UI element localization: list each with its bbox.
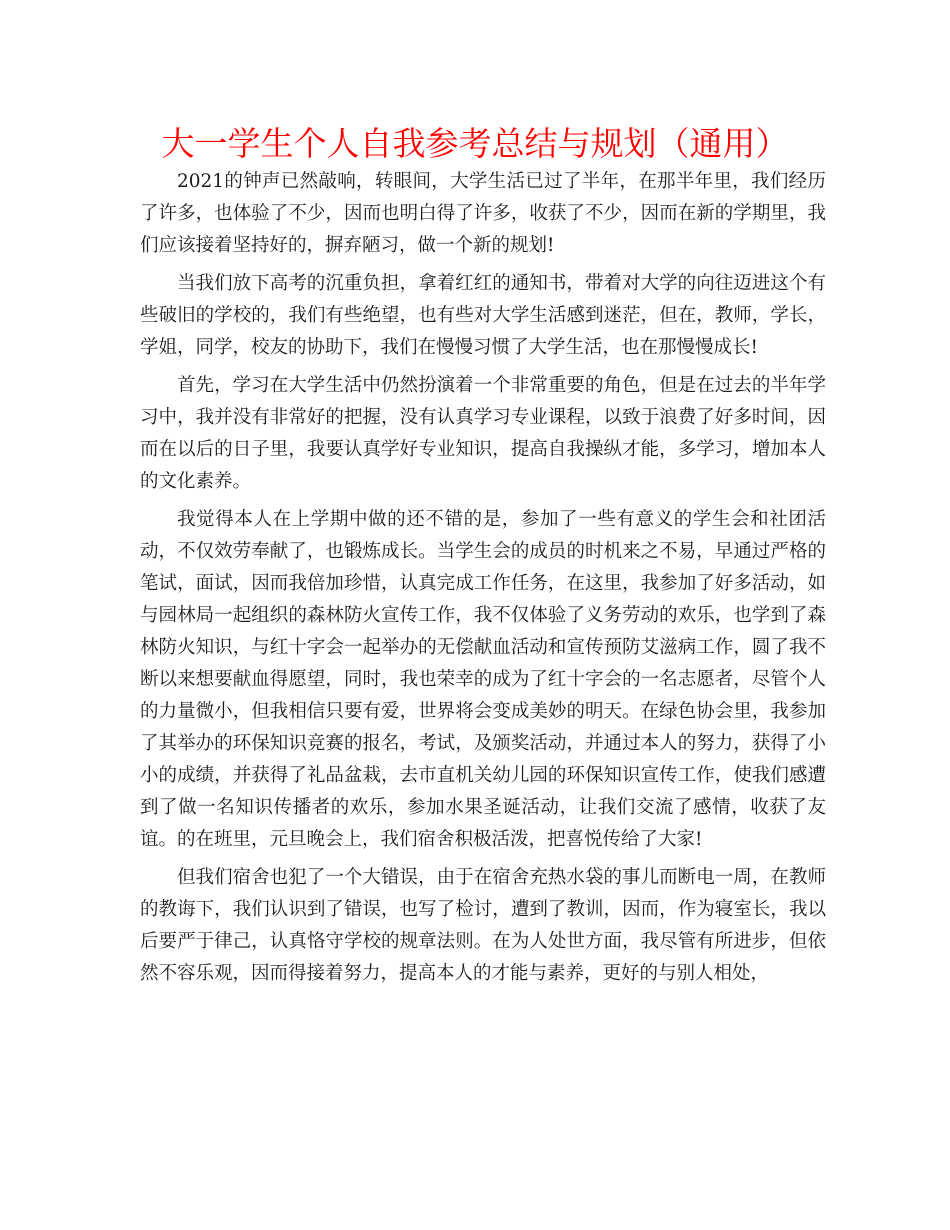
document-title: 大一学生个人自我参考总结与规划（通用）	[161, 124, 789, 163]
paragraph: 2021的钟声已然敲响，转眼间，大学生活已过了半年，在那半年里，我们经历了许多，也体验了不少，因而也明白得了许多，收获了不少，因而在新的学期里，我们应该接着坚持好的，摒弃陋习，做一个新的规划!	[140, 171, 826, 256]
document-body	[140, 166, 826, 990]
paragraph: 当我们放下高考的沉重负担，拿着红红的通知书，带着对大学的向往迈进这个有些破旧的学校的，我们有些绝望，也有些对大学生活感到迷茫，但在，教师，学长，学姐，同学，校友的协助下，我们在慢慢习惯了大学生活，也在那慢慢成长!	[140, 273, 826, 358]
paragraph: 但我们宿舍也犯了一个大错误，由于在宿舍充热水袋的事儿而断电一周，在教师的教诲下，我们认识到了错误，也写了检讨，遭到了教训，因而，作为寝室长，我以后要严于律己，认真恪守学校的规章法则。在为人处世方面，我尽管有所进步，但依然不容乐观，因而得接着努力，提高本人的才能与素养，更好的与别人相处，	[140, 867, 826, 984]
paragraph: 首先，学习在大学生活中仍然扮演着一个非常重要的角色，但是在过去的半年学习中，我并没有非常好的把握，没有认真学习专业课程，以致于浪费了好多时间，因而在以后的日子里，我要认真学好专业知识，提高自我操纵才能，多学习，增加本人的文化素养。	[140, 375, 826, 492]
paragraph: 我觉得本人在上学期中做的还不错的是，参加了一些有意义的学生会和社团活动，不仅效劳奉献了，也锻炼成长。当学生会的成员的时机来之不易，早通过严格的笔试，面试，因而我倍加珍惜，认真完成工作任务，在这里，我参加了好多活动，如与园林局一起组织的森林防火宣传工作，我不仅体验了义务劳动的欢乐，也学到了森林防火知识，与红十字会一起举办的无偿献血活动和宣传预防艾滋病工作，圆了我不断以来想要献血得愿望，同时，我也荣幸的成为了红十字会的一名志愿者，尽管个人的力量微小，但我相信只要有爱，世界将会变成美妙的明天。在绿色协会里，我参加了其举办的环保知识竞赛的报名，考试，及颁奖活动，并通过本人的努力，获得了小小的成绩，并获得了礼品盆栽，去市直机关幼儿园的环保知识宣传工作，使我们感遭到了做一名知识传播者的欢乐，参加水果圣诞活动，让我们交流了感情，收获了友谊。的在班里，元旦晚会上，我们宿舍积极活泼，把喜悦传给了大家!	[140, 509, 826, 850]
